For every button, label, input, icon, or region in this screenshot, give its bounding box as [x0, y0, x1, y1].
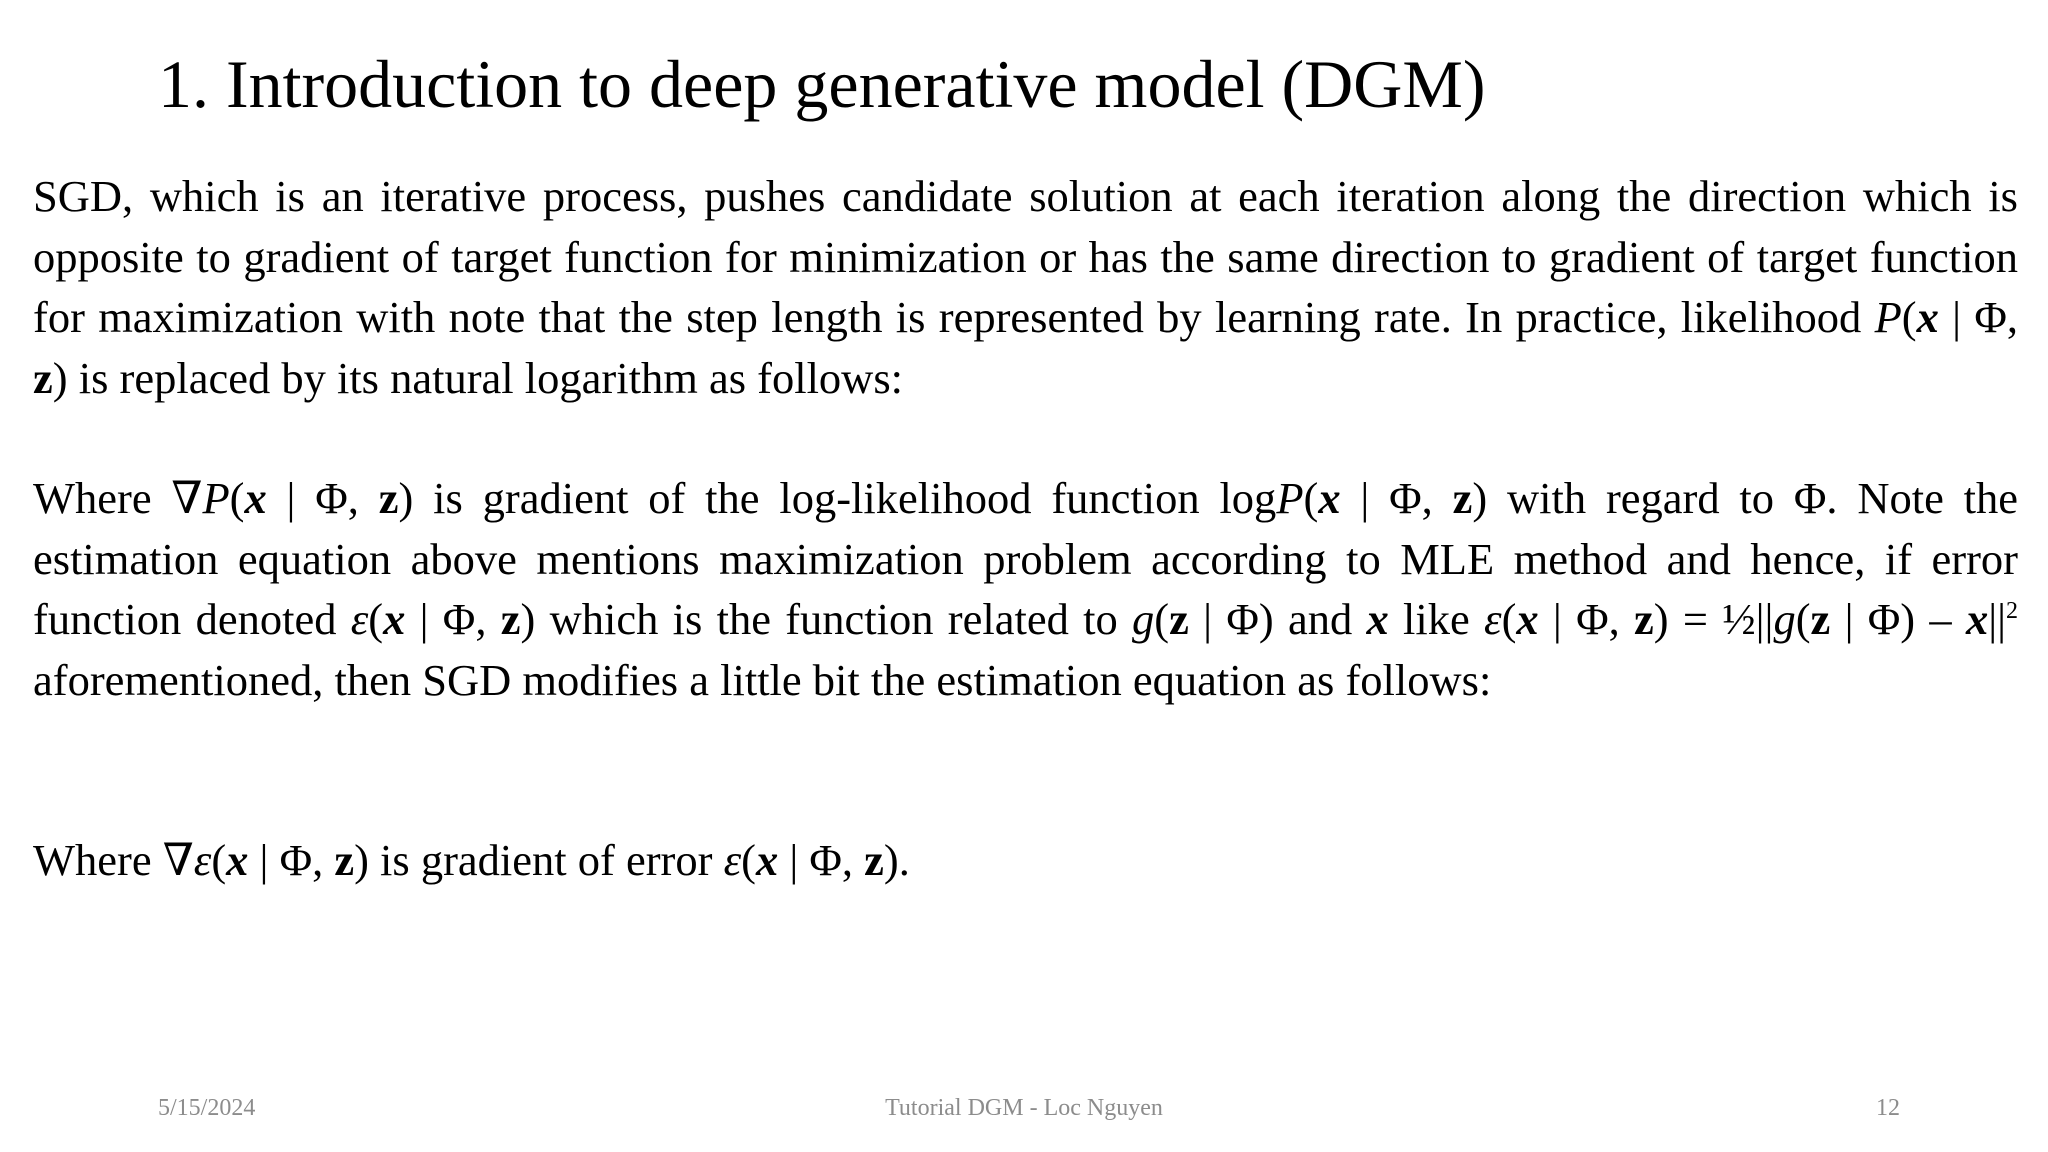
- paragraph-error-gradient: Where ∇ε(x | Φ, z) is gradient of error ε(x | Φ, z).: [33, 835, 910, 885]
- paragraph-gradient-error: Where ∇P(x | Φ, z) is gradient of the log-likelihood function logP(x | Φ, z) with regard to Φ. Note the estimation equation above mentions maximization problem according to MLE method and hence, if error function denoted ε(x | Φ, z) which is the function related to g(z | Φ) and x like ε(x | Φ, z) = ½||g(z | $\Phi) - x||^2$ aforementioned, then SGD modifies a little bit the estimation equation as follows:: [33, 473, 2019, 705]
- footer-date: 5/15/2024: [158, 1095, 256, 1121]
- footer-page-number: 12: [1876, 1095, 1900, 1121]
- footer-title: Tutorial DGM - Loc Nguyen: [885, 1095, 1163, 1121]
- slide-title: 1. Introduction to deep generative model (DGM): [158, 46, 1486, 122]
- paragraph-sgd-intro: SGD, which is an iterative process, pushes candidate solution at each iteration along the direction which is opposite to gradient of target function for minimization or has the same direction to gradient of target function for maximization with note that the step length is represented by learning rate. In practice, likelihood P(x | Φ, z) is replaced by its natural logarithm as follows:: [33, 171, 2019, 403]
